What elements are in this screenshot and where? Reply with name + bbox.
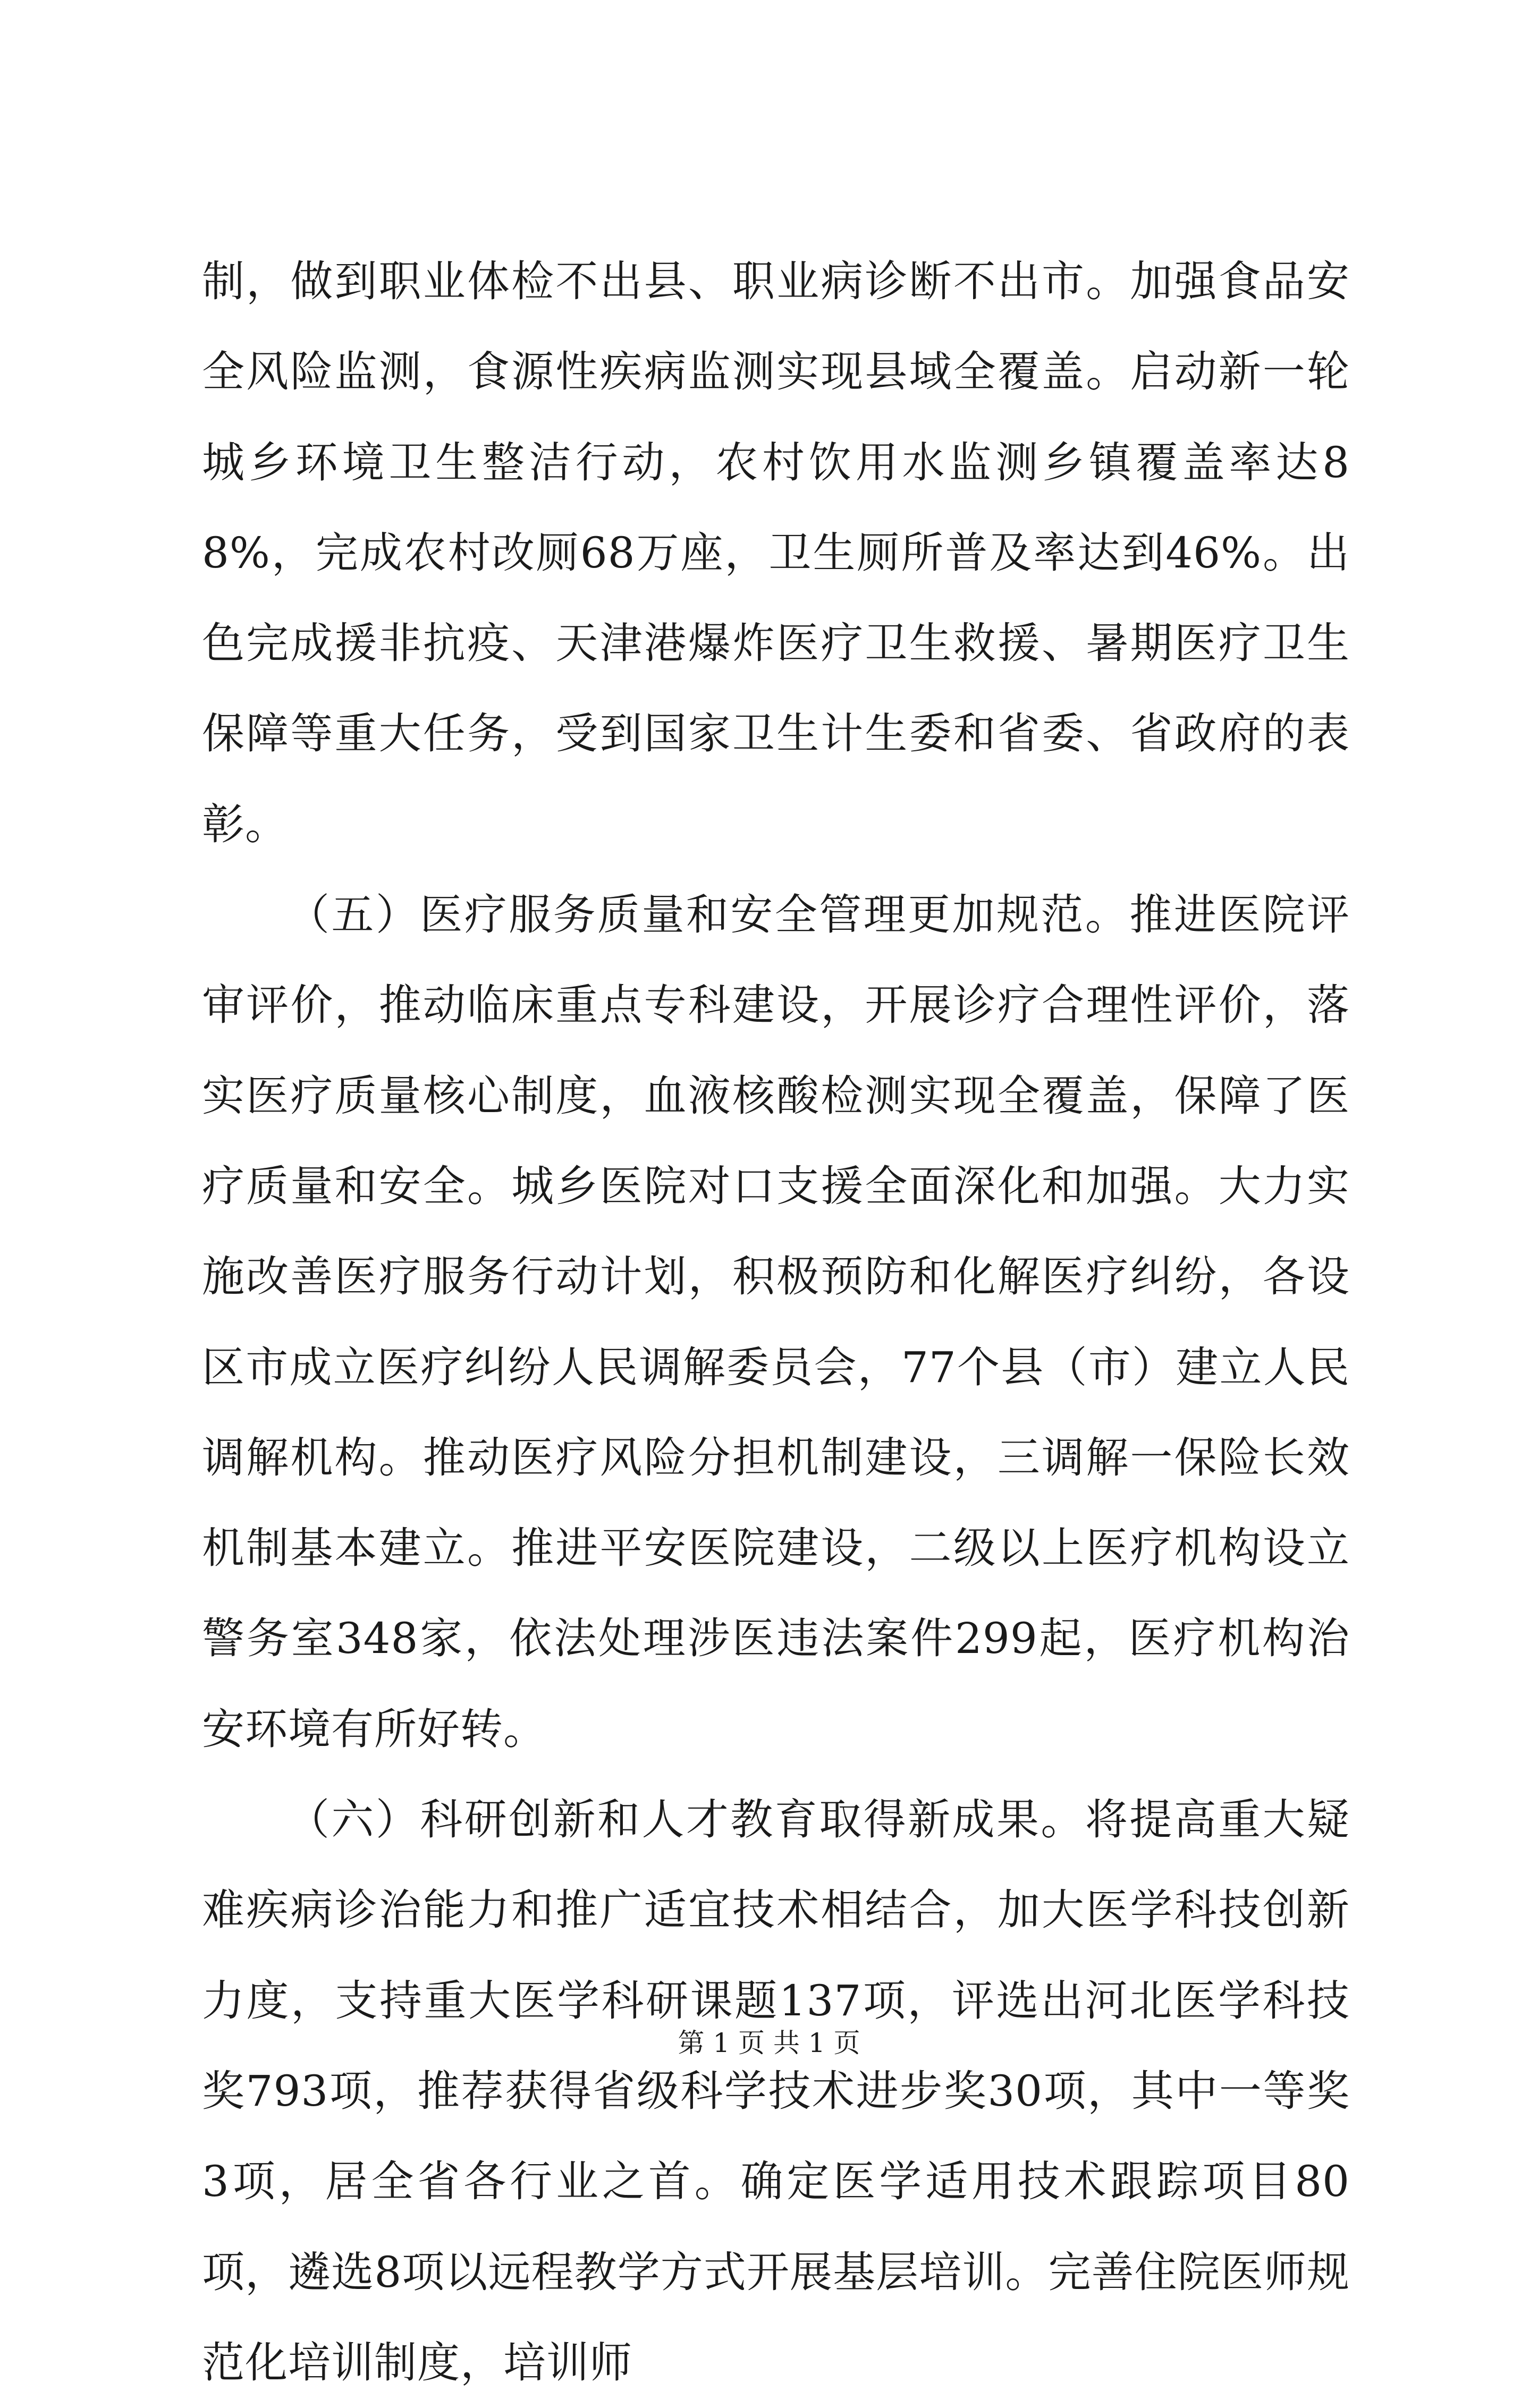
paragraph-medical-quality: （五）医疗服务质量和安全管理更加规范。推进医院评审评价，推动临床重点专科建设，开展诊疗合理性评价，落实医疗质量核心制度，血液核酸检测实现全覆盖，保障了医疗质量和安全。城乡医院对口支援全面深化和加强。大力实施改善医疗服务行动计划，积极预防和化解医疗纠纷，各设区市成立医疗纠纷人民调解委员会，77个县（市）建立人民调解机构。推动医疗风险分担机制建设，三调解一保险长效机制基本建立。推进平安医院建设，二级以上医疗机构设立警务室348家，依法处理涉医违法案件299起，医疗机构治安环境有所好转。 [202, 890, 1350, 1754]
paragraph-research-education: （六）科研创新和人才教育取得新成果。将提高重大疑难疾病诊治能力和推广适宜技术相结合，加大医学科技创新力度，支持重大医学科研课题137项，评选出河北医学科技奖793项，推荐获得省级科学技术进步奖30项，其中一等奖3项，居全省各行业之首。确定医学适用技术跟踪项目80项，遴选8项以远程教学方式开展基层培训。完善住院医师规范化培训制度，培训师 [202, 1795, 1350, 2387]
page-footer: 第 1 页 共 1 页 [678, 2028, 860, 2058]
document-body [202, 236, 1350, 2408]
paragraph-environment-health: 制，做到职业体检不出县、职业病诊断不出市。加强食品安全风险监测，食源性疾病监测实现县域全覆盖。启动新一轮城乡环境卫生整洁行动，农村饮用水监测乡镇覆盖率达88%，完成农村改厕68万座，卫生厕所普及率达到46%。出色完成援非抗疫、天津港爆炸医疗卫生救援、暑期医疗卫生保障等重大任务，受到国家卫生计生委和省委、省政府的表彰。 [202, 257, 1350, 849]
